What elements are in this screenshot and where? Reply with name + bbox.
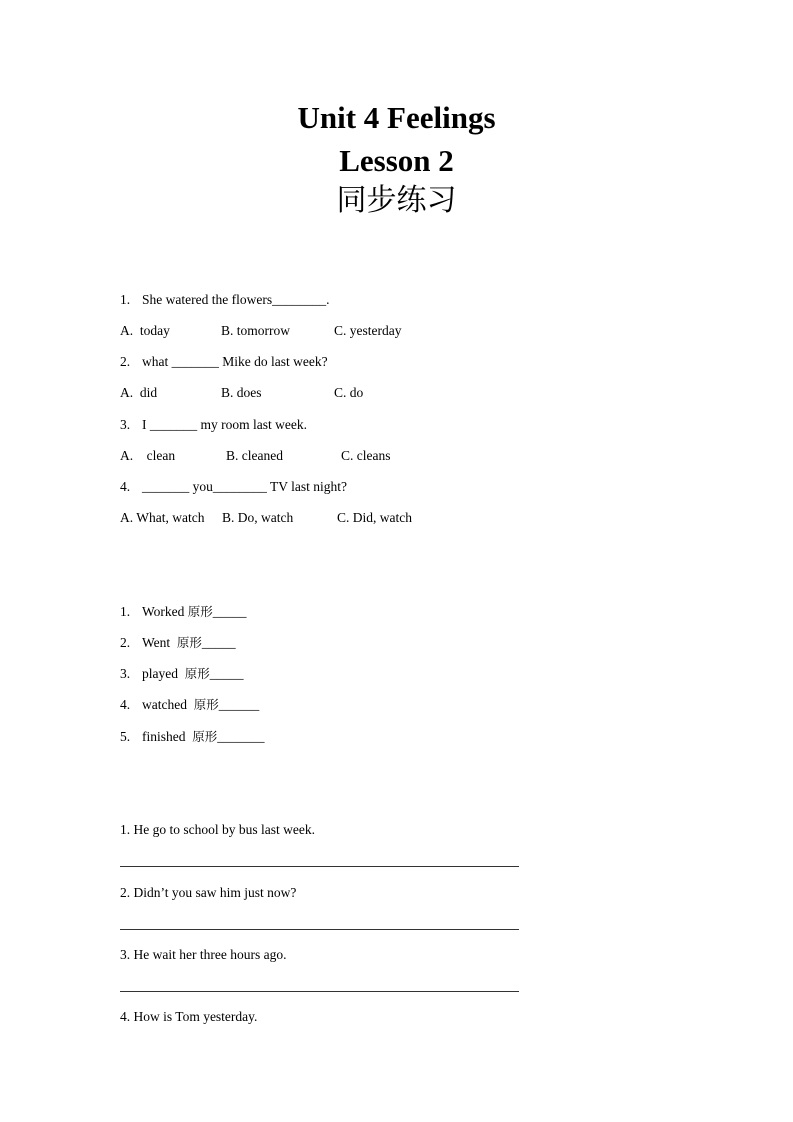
option-b: B. does <box>221 385 262 400</box>
option-b: B. Do, watch <box>222 510 294 525</box>
page-title: Unit 4 Feelings <box>297 100 496 135</box>
item-number: 4. <box>120 697 131 712</box>
word-item <box>142 634 236 652</box>
base-form-label: 原形 <box>187 604 213 619</box>
question-text: I _______ my room last week. <box>142 417 307 432</box>
word: finished <box>142 729 189 744</box>
option-a: A. What, watch <box>120 510 205 525</box>
answer-blank: _____ <box>201 635 236 650</box>
word-item <box>142 603 247 621</box>
word: played <box>142 666 182 681</box>
subtitle: 同步练习 <box>336 183 457 218</box>
question-number: 4. <box>120 479 131 494</box>
question-number: 3. <box>120 417 131 432</box>
question-text: She watered the flowers________. <box>142 292 330 307</box>
base-form-label: 原形 <box>192 729 218 744</box>
word: Worked <box>142 604 185 619</box>
sentence-4: 4. How is Tom yesterday. <box>120 1009 258 1024</box>
word: Went <box>142 635 174 650</box>
word-item <box>142 665 244 683</box>
option-a: A. clean <box>120 448 176 463</box>
base-form-label: 原形 <box>176 635 202 650</box>
answer-line <box>120 991 519 992</box>
base-form-label: 原形 <box>193 697 219 712</box>
lesson-title: Lesson 2 <box>339 143 454 178</box>
item-number: 3. <box>120 666 131 681</box>
answer-blank: _____ <box>212 604 247 619</box>
item-number: 2. <box>120 635 131 650</box>
answer-blank: ______ <box>218 697 260 712</box>
sentence-2: 2. Didn’t you saw him just now? <box>120 885 297 900</box>
word: watched <box>142 697 191 712</box>
option-c: C. cleans <box>341 448 391 463</box>
sentence-3: 3. He wait her three hours ago. <box>120 947 287 962</box>
answer-line <box>120 929 519 930</box>
answer-blank: _____ <box>209 666 244 681</box>
option-b: B. cleaned <box>226 448 283 463</box>
answer-blank: _______ <box>217 729 265 744</box>
base-form-label: 原形 <box>184 666 210 681</box>
option-c: C. Did, watch <box>337 510 412 525</box>
option-a: A. did <box>120 385 158 400</box>
question-number: 2. <box>120 354 131 369</box>
answer-line <box>120 866 519 867</box>
item-number: 1. <box>120 604 131 619</box>
option-a: A. today <box>120 323 170 338</box>
question-text: _______ you________ TV last night? <box>142 479 347 494</box>
option-c: C. do <box>334 385 364 400</box>
question-text: what _______ Mike do last week? <box>142 354 328 369</box>
question-number: 1. <box>120 292 131 307</box>
sentence-1: 1. He go to school by bus last week. <box>120 822 315 837</box>
word-item <box>142 728 265 746</box>
option-c: C. yesterday <box>334 323 402 338</box>
word-item <box>142 696 259 714</box>
option-b: B. tomorrow <box>221 323 290 338</box>
item-number: 5. <box>120 729 131 744</box>
